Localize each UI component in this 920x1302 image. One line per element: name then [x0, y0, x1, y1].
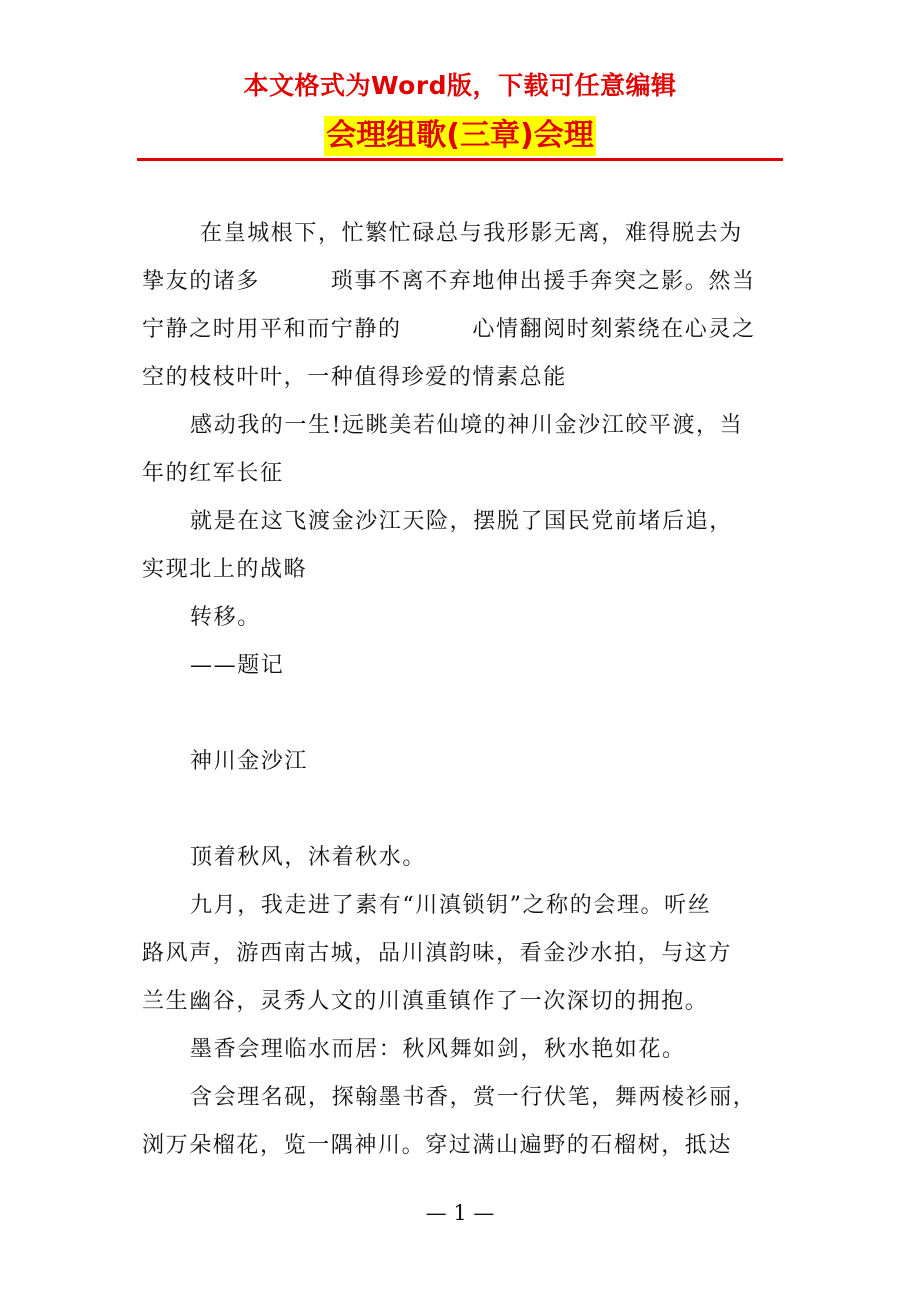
- paragraph-line: 宁静之时用平和而宁静的 心情翻阅时刻萦绕在心灵之: [142, 317, 756, 342]
- paragraph-line: 感动我的一生!远眺美若仙境的神川金沙江皎平渡，当: [190, 413, 744, 438]
- document-title: 会理组歌(三章)会理: [324, 116, 595, 156]
- paragraph-line: 顶着秋风，沐着秋水。: [190, 845, 427, 870]
- document-body: [142, 210, 782, 1170]
- paragraph-line: 就是在这飞渡金沙江天险，摆脱了国民党前堵后追，: [190, 509, 733, 534]
- title-container: [0, 116, 920, 156]
- paragraph-line: 含会理名砚，探翰墨书香，赏一行伏笔，舞两棱衫丽，: [190, 1085, 757, 1110]
- paragraph-line: 实现北上的战略: [142, 557, 308, 582]
- paragraph-line: 浏万朵榴花，览一隅神川。穿过满山遍野的石榴树，抵达: [142, 1133, 733, 1158]
- paragraph-line: 九月，我走进了素有“川滇锁钥”之称的会理。听丝: [190, 893, 712, 918]
- header-divider: [137, 158, 783, 161]
- paragraph-line: 年的红军长征: [142, 461, 284, 486]
- spacer: [142, 690, 782, 738]
- paragraph-line: 兰生幽谷，灵秀人文的川滇重镇作了一次深切的拥抱。: [142, 989, 709, 1014]
- paragraph-line: 挚友的诸多 琐事不离不弃地伸出援手奔突之影。然当: [142, 269, 756, 294]
- format-notice: 本文格式为Word版，下载可任意编辑: [243, 71, 677, 100]
- epigraph-attribution: ——题记: [190, 653, 285, 678]
- section-heading: 神川金沙江: [190, 749, 309, 774]
- paragraph-line: 路风声，游西南古城，品川滇韵味，看金沙水拍，与这方: [142, 941, 733, 966]
- paragraph-line: 在皇城根下，忙繁忙碌总与我形影无离，难得脱去为: [200, 221, 743, 246]
- paragraph-line: 空的枝枝叶叶，一种值得珍爱的情素总能: [142, 365, 567, 390]
- paragraph-line: 墨香会理临水而居：秋风舞如剑，秋水艳如花。: [190, 1037, 686, 1062]
- page-number: — 1 —: [425, 1201, 495, 1225]
- spacer: [142, 786, 782, 834]
- paragraph-line: 转移。: [190, 605, 261, 630]
